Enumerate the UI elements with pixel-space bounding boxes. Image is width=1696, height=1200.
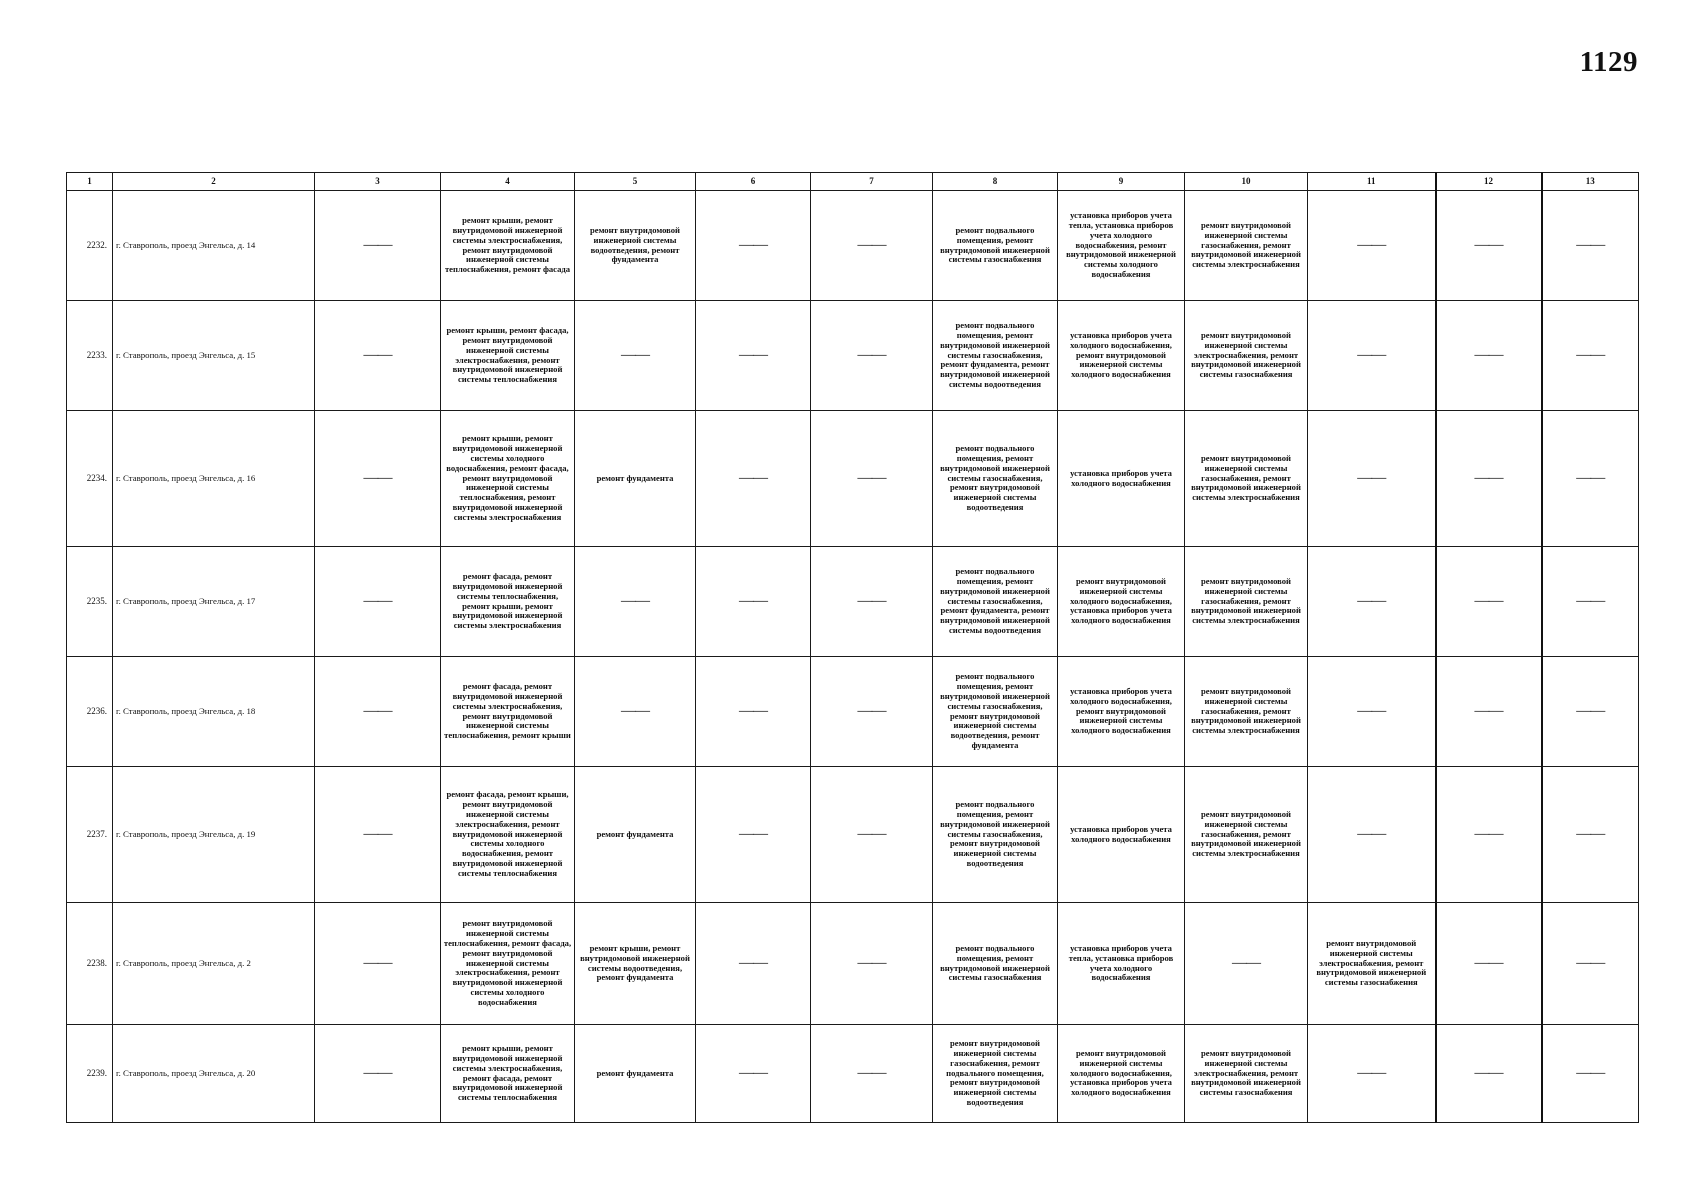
work-description-cell: ремонт подвального помещения, ремонт внутридомовой инженерной системы газоснабжения bbox=[933, 191, 1058, 301]
work-description-cell: ремонт крыши, ремонт внутридомовой инженерной системы холодного водоснабжения, ремонт фасада, ремонт внутридомовой инженерной системы теплоснабжения, ремонт внутридомовой инженерной системы электроснабжения bbox=[441, 411, 575, 547]
empty-dash-cell: —— bbox=[1436, 547, 1542, 657]
work-description-cell: ремонт подвального помещения, ремонт внутридомовой инженерной системы газоснабжения, ремонт фундамента, ремонт внутридомовой инженерной системы водоотведения bbox=[933, 547, 1058, 657]
address-cell: г. Ставрополь, проезд Энгельса, д. 15 bbox=[113, 301, 315, 411]
column-header: 5 bbox=[575, 173, 696, 191]
column-header: 4 bbox=[441, 173, 575, 191]
work-description-cell: ремонт крыши, ремонт фасада, ремонт внутридомовой инженерной системы электроснабжения, ремонт внутридомовой инженерной системы теплоснабжения bbox=[441, 301, 575, 411]
work-description-cell: установка приборов учета тепла, установка приборов учета холодного водоснабжения, ремонт внутридомовой инженерной системы холодного водоснабжения bbox=[1058, 191, 1185, 301]
column-header: 1 bbox=[67, 173, 113, 191]
address-cell: г. Ставрополь, проезд Энгельса, д. 2 bbox=[113, 903, 315, 1025]
empty-dash-cell: —— bbox=[696, 657, 811, 767]
empty-dash-cell: —— bbox=[696, 903, 811, 1025]
table-row bbox=[67, 411, 1639, 547]
row-number-cell: 2237. bbox=[67, 767, 113, 903]
empty-dash-cell: —— bbox=[696, 191, 811, 301]
empty-dash-cell: —— bbox=[1436, 411, 1542, 547]
page-number: 1129 bbox=[1579, 46, 1638, 78]
table-row bbox=[67, 767, 1639, 903]
work-description-cell: ремонт внутридомовой инженерной системы газоснабжения, ремонт внутридомовой инженерной системы электроснабжения bbox=[1185, 411, 1308, 547]
empty-dash-cell: —— bbox=[575, 547, 696, 657]
empty-dash-cell: —— bbox=[811, 191, 933, 301]
column-header: 11 bbox=[1308, 173, 1436, 191]
table-row bbox=[67, 547, 1639, 657]
empty-dash-cell: —— bbox=[696, 1025, 811, 1123]
empty-dash-cell: —— bbox=[1542, 767, 1639, 903]
column-header: 2 bbox=[113, 173, 315, 191]
work-description-cell: ремонт внутридомовой инженерной системы газоснабжения, ремонт внутридомовой инженерной системы электроснабжения bbox=[1185, 657, 1308, 767]
work-description-cell: ремонт внутридомовой инженерной системы газоснабжения, ремонт подвального помещения, ремонт внутридомовой инженерной системы водоотведения bbox=[933, 1025, 1058, 1123]
empty-dash-cell: —— bbox=[315, 301, 441, 411]
table-row bbox=[67, 657, 1639, 767]
work-description-cell: установка приборов учета холодного водоснабжения bbox=[1058, 767, 1185, 903]
empty-dash-cell: —— bbox=[811, 547, 933, 657]
address-cell: г. Ставрополь, проезд Энгельса, д. 14 bbox=[113, 191, 315, 301]
column-header: 12 bbox=[1436, 173, 1542, 191]
column-header: 10 bbox=[1185, 173, 1308, 191]
work-description-cell: ремонт крыши, ремонт внутридомовой инженерной системы электроснабжения, ремонт фасада, ремонт внутридомовой инженерной системы теплоснабжения bbox=[441, 1025, 575, 1123]
table-row bbox=[67, 191, 1639, 301]
empty-dash-cell: —— bbox=[1542, 1025, 1639, 1123]
column-header: 13 bbox=[1542, 173, 1639, 191]
address-cell: г. Ставрополь, проезд Энгельса, д. 20 bbox=[113, 1025, 315, 1123]
address-cell: г. Ставрополь, проезд Энгельса, д. 18 bbox=[113, 657, 315, 767]
row-number-cell: 2233. bbox=[67, 301, 113, 411]
empty-dash-cell: —— bbox=[811, 767, 933, 903]
work-description-cell: ремонт внутридомовой инженерной системы электроснабжения, ремонт внутридомовой инженерной системы газоснабжения bbox=[1185, 1025, 1308, 1123]
row-number-cell: 2234. bbox=[67, 411, 113, 547]
empty-dash-cell: —— bbox=[315, 657, 441, 767]
empty-dash-cell: —— bbox=[811, 411, 933, 547]
empty-dash-cell: —— bbox=[575, 657, 696, 767]
empty-dash-cell: —— bbox=[1436, 191, 1542, 301]
column-header: 3 bbox=[315, 173, 441, 191]
repair-schedule-table bbox=[66, 172, 1639, 1123]
work-description-cell: ремонт внутридомовой инженерной системы газоснабжения, ремонт внутридомовой инженерной системы электроснабжения bbox=[1185, 547, 1308, 657]
empty-dash-cell: —— bbox=[811, 903, 933, 1025]
work-description-cell: ремонт фундамента bbox=[575, 1025, 696, 1123]
empty-dash-cell: —— bbox=[1436, 903, 1542, 1025]
empty-dash-cell: —— bbox=[811, 657, 933, 767]
row-number-cell: 2232. bbox=[67, 191, 113, 301]
empty-dash-cell: —— bbox=[696, 767, 811, 903]
work-description-cell: ремонт внутридомовой инженерной системы газоснабжения, ремонт внутридомовой инженерной системы электроснабжения bbox=[1185, 767, 1308, 903]
column-header: 9 bbox=[1058, 173, 1185, 191]
row-number-cell: 2235. bbox=[67, 547, 113, 657]
table-body bbox=[67, 191, 1639, 1123]
work-description-cell: ремонт подвального помещения, ремонт внутридомовой инженерной системы газоснабжения bbox=[933, 903, 1058, 1025]
work-description-cell: ремонт фасада, ремонт внутридомовой инженерной системы теплоснабжения, ремонт крыши, ремонт внутридомовой инженерной системы электроснабжения bbox=[441, 547, 575, 657]
empty-dash-cell: —— bbox=[315, 767, 441, 903]
empty-dash-cell: —— bbox=[1308, 547, 1436, 657]
empty-dash-cell: —— bbox=[1308, 767, 1436, 903]
work-description-cell: ремонт крыши, ремонт внутридомовой инженерной системы электроснабжения, ремонт внутридомовой инженерной системы теплоснабжения, ремонт фасада bbox=[441, 191, 575, 301]
empty-dash-cell: —— bbox=[1308, 657, 1436, 767]
row-number-cell: 2239. bbox=[67, 1025, 113, 1123]
empty-dash-cell: —— bbox=[575, 301, 696, 411]
empty-dash-cell: —— bbox=[1542, 411, 1639, 547]
empty-dash-cell: —— bbox=[1542, 547, 1639, 657]
table-row bbox=[67, 903, 1639, 1025]
empty-dash-cell: —— bbox=[1436, 301, 1542, 411]
work-description-cell: ремонт внутридомовой инженерной системы электроснабжения, ремонт внутридомовой инженерной системы газоснабжения bbox=[1185, 301, 1308, 411]
column-header: 8 bbox=[933, 173, 1058, 191]
work-description-cell: установка приборов учета холодного водоснабжения, ремонт внутридомовой инженерной системы холодного водоснабжения bbox=[1058, 301, 1185, 411]
work-description-cell: ремонт крыши, ремонт внутридомовой инженерной системы водоотведения, ремонт фундамента bbox=[575, 903, 696, 1025]
column-number-row bbox=[67, 173, 1639, 191]
empty-dash-cell: —— bbox=[315, 903, 441, 1025]
work-description-cell: ремонт подвального помещения, ремонт внутридомовой инженерной системы газоснабжения, ремонт фундамента, ремонт внутридомовой инженерной системы водоотведения bbox=[933, 301, 1058, 411]
empty-dash-cell: —— bbox=[811, 301, 933, 411]
empty-dash-cell: —— bbox=[315, 411, 441, 547]
empty-dash-cell: —— bbox=[1308, 191, 1436, 301]
empty-dash-cell: —— bbox=[1436, 767, 1542, 903]
work-description-cell: ремонт фундамента bbox=[575, 767, 696, 903]
work-description-cell: ремонт внутридомовой инженерной системы газоснабжения, ремонт внутридомовой инженерной системы электроснабжения bbox=[1185, 191, 1308, 301]
table-row bbox=[67, 301, 1639, 411]
work-description-cell: ремонт внутридомовой инженерной системы холодного водоснабжения, установка приборов учета холодного водоснабжения bbox=[1058, 1025, 1185, 1123]
work-description-cell: ремонт внутридомовой инженерной системы теплоснабжения, ремонт фасада, ремонт внутридомовой инженерной системы электроснабжения, ремонт внутридомовой инженерной системы холодного водоснабжения bbox=[441, 903, 575, 1025]
empty-dash-cell: —— bbox=[315, 547, 441, 657]
work-description-cell: установка приборов учета холодного водоснабжения bbox=[1058, 411, 1185, 547]
empty-dash-cell: —— bbox=[696, 301, 811, 411]
work-description-cell: установка приборов учета холодного водоснабжения, ремонт внутридомовой инженерной системы холодного водоснабжения bbox=[1058, 657, 1185, 767]
empty-dash-cell: —— bbox=[1542, 191, 1639, 301]
row-number-cell: 2238. bbox=[67, 903, 113, 1025]
work-description-cell: ремонт подвального помещения, ремонт внутридомовой инженерной системы газоснабжения, ремонт внутридомовой инженерной системы водоотведения bbox=[933, 767, 1058, 903]
column-header: 6 bbox=[696, 173, 811, 191]
empty-dash-cell: —— bbox=[315, 191, 441, 301]
work-description-cell: ремонт внутридомовой инженерной системы водоотведения, ремонт фундамента bbox=[575, 191, 696, 301]
work-description-cell: ремонт фасада, ремонт внутридомовой инженерной системы электроснабжения, ремонт внутридомовой инженерной системы теплоснабжения, ремонт крыши bbox=[441, 657, 575, 767]
empty-dash-cell: —— bbox=[1436, 657, 1542, 767]
empty-dash-cell: —— bbox=[1185, 903, 1308, 1025]
empty-dash-cell: —— bbox=[1308, 411, 1436, 547]
work-description-cell: ремонт внутридомовой инженерной системы холодного водоснабжения, установка приборов учета холодного водоснабжения bbox=[1058, 547, 1185, 657]
address-cell: г. Ставрополь, проезд Энгельса, д. 19 bbox=[113, 767, 315, 903]
work-description-cell: ремонт подвального помещения, ремонт внутридомовой инженерной системы газоснабжения, ремонт внутридомовой инженерной системы водоотведения, ремонт фундамента bbox=[933, 657, 1058, 767]
empty-dash-cell: —— bbox=[1308, 301, 1436, 411]
empty-dash-cell: —— bbox=[696, 411, 811, 547]
address-cell: г. Ставрополь, проезд Энгельса, д. 17 bbox=[113, 547, 315, 657]
column-header: 7 bbox=[811, 173, 933, 191]
empty-dash-cell: —— bbox=[1542, 301, 1639, 411]
empty-dash-cell: —— bbox=[315, 1025, 441, 1123]
empty-dash-cell: —— bbox=[1542, 657, 1639, 767]
row-number-cell: 2236. bbox=[67, 657, 113, 767]
work-description-cell: ремонт подвального помещения, ремонт внутридомовой инженерной системы газоснабжения, ремонт внутридомовой инженерной системы водоотведения bbox=[933, 411, 1058, 547]
work-description-cell: ремонт фасада, ремонт крыши, ремонт внутридомовой инженерной системы электроснабжения, ремонт внутридомовой инженерной системы холодного водоснабжения, ремонт внутридомовой инженерной системы теплоснабжения bbox=[441, 767, 575, 903]
table-row bbox=[67, 1025, 1639, 1123]
empty-dash-cell: —— bbox=[1436, 1025, 1542, 1123]
work-description-cell: ремонт внутридомовой инженерной системы электроснабжения, ремонт внутридомовой инженерной системы газоснабжения bbox=[1308, 903, 1436, 1025]
address-cell: г. Ставрополь, проезд Энгельса, д. 16 bbox=[113, 411, 315, 547]
empty-dash-cell: —— bbox=[811, 1025, 933, 1123]
work-description-cell: ремонт фундамента bbox=[575, 411, 696, 547]
empty-dash-cell: —— bbox=[1308, 1025, 1436, 1123]
empty-dash-cell: —— bbox=[1542, 903, 1639, 1025]
work-description-cell: установка приборов учета тепла, установка приборов учета холодного водоснабжения bbox=[1058, 903, 1185, 1025]
empty-dash-cell: —— bbox=[696, 547, 811, 657]
